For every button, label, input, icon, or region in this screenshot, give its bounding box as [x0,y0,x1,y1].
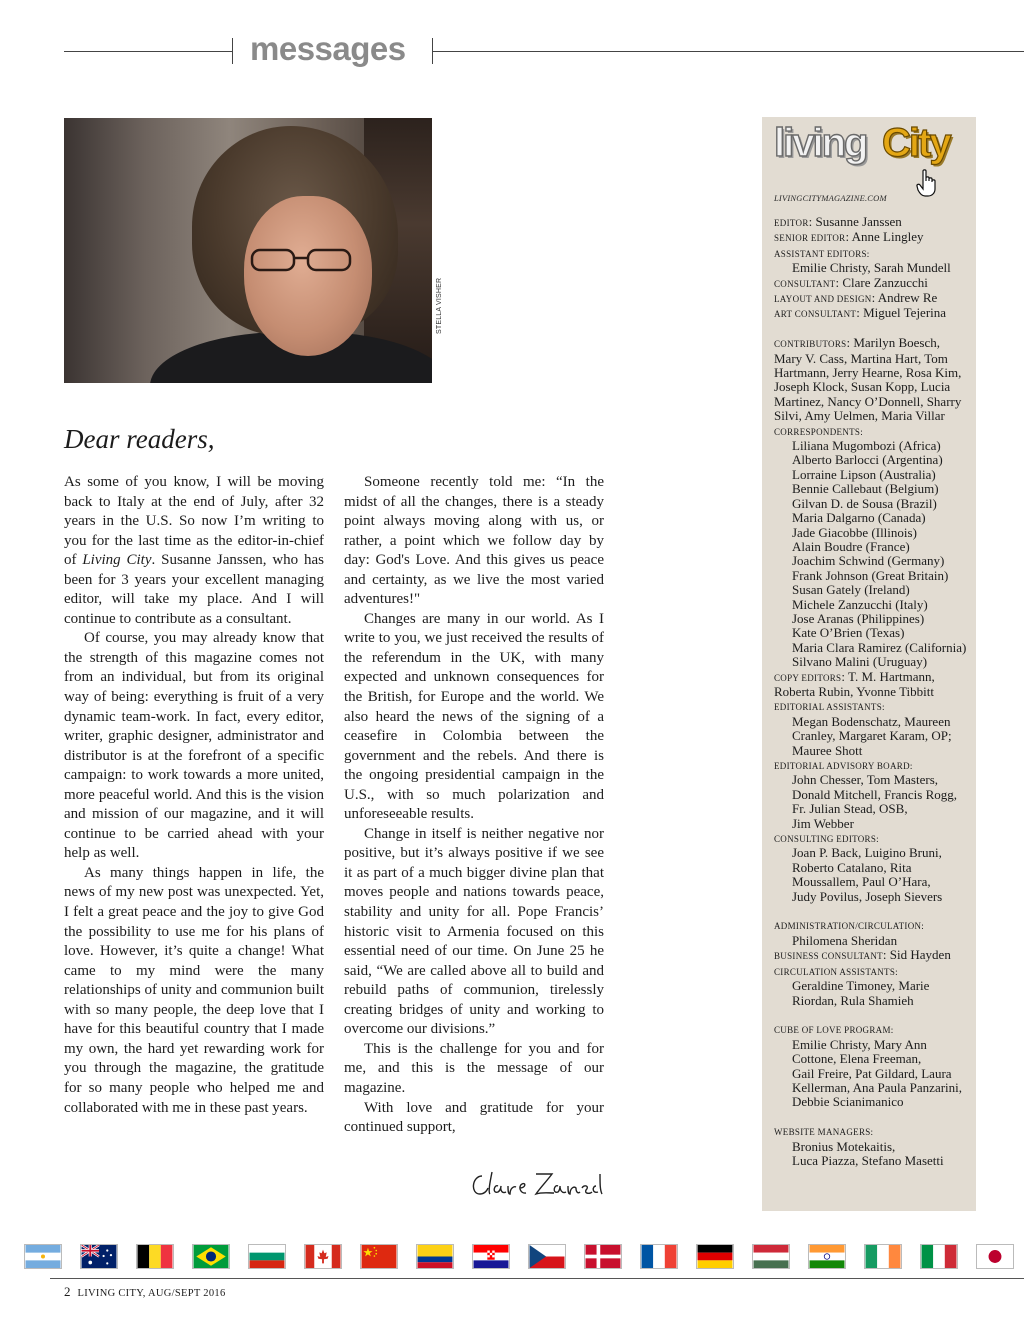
page-footer [64,1284,226,1300]
letter-paragraph: As some of you know, I will be moving back to Italy at the end of July, after 32 years in the U.S. So now I’m writing to you for the last time as the editor-in-chief of Living City. Susanne Janssen, who has been for 3 years your excellent managing editor, will take my place. And I will continue to contribute as a consultant. [64,474,324,627]
letter-paragraph: With love and gratitude for your continued support, [344,1099,604,1136]
australia-flag-icon [80,1244,118,1269]
footer-rule [50,1278,1024,1279]
brazil-flag-icon [192,1244,230,1269]
japan-flag-icon [976,1244,1014,1269]
belgium-flag-icon [136,1244,174,1269]
letter-paragraph: Change in itself is neither negative nor positive, but it’s always positive if we see it as part of a much bigger divine plan that moves people and nations towards peace, stability and unity for all. Pope Francis’ historic visit to Armenia focused on this essential need of our time. On June 25 he said, “We are called above all to build and rebuild paths of communion, tirelessly creating bridges of unity and working to overcome our divisions.” [344,825,604,1038]
bulgaria-flag-icon [248,1244,286,1269]
colombia-flag-icon [416,1244,454,1269]
website-url[interactable]: LIVINGCITYMAGAZINE.COM [774,193,887,203]
photo-credit: STELLA VISHER [436,277,443,334]
letter-column-1 [64,473,324,1118]
letter-paragraph: This is the challenge for you and for me, and this is the message of our magazine. [344,1040,604,1096]
china-flag-icon [360,1244,398,1269]
france-flag-icon [640,1244,678,1269]
publication-issue: LIVING CITY, AUG/SEPT 2016 [77,1288,226,1299]
hungary-flag-icon [752,1244,790,1269]
india-flag-icon [808,1244,846,1269]
croatia-flag-icon [472,1244,510,1269]
masthead-sidebar [762,117,976,1211]
denmark-flag-icon [584,1244,622,1269]
argentina-flag-icon [24,1244,62,1269]
ireland-flag-icon [864,1244,902,1269]
handwritten-signature [468,1166,608,1202]
italy-flag-icon [920,1244,958,1269]
letter-column-2 [344,473,604,1138]
flag-strip [24,1244,1016,1270]
czech-republic-flag-icon [528,1244,566,1269]
salutation: Dear readers, [64,424,215,454]
germany-flag-icon [696,1244,734,1269]
header-rule-right [432,51,1024,52]
header-rule-left [64,51,232,52]
editor-portrait-photo [64,118,432,383]
section-title: messages [250,30,406,67]
letter-paragraph: Of course, you may already know that the strength of this magazine comes not from an individual, but from its original way of being: everything is fruit of a very dynamic team-work. In fact, every editor, writer, graphic designer, administrator and distributor is at the forefront of a specific campaign: to work towards a more united, more peaceful world. And this is the vision and mission of our magazine, and it will continue to be carried ahead with your help as well. [64,630,324,862]
header-tick-left [232,38,233,64]
page-number: 2 [64,1284,71,1299]
living-city-logo: living City [774,121,964,193]
canada-flag-icon [304,1244,342,1269]
letter-paragraph: As many things happen in life, the news of my new post was unexpected. Yet, I felt a great peace and the joy to give God the possibility to use me for his plans of love. However, it’s quite a change! What came to my mind were the many relationships of unity and communion built with so many people, the deep love that I have for this beautiful country that I made my own, the hard yet rewarding work for you through the magazine, the gratitude for so many people who helped me and collaborated with me in these past years. [64,864,324,1116]
letter-paragraph: Changes are many in our world. As I write to you, we just received the results of the referendum in the UK, with many expected and unknown consequences for the British, for Europe and the world. We also heard the news of the signing of a ceasefire in Colombia between the government and the rebels. And there is the ongoing presidential campaign in the U.S., with so much polarization and unforeseeable results. [344,610,604,823]
staff-list: EDITOR: Susanne Janssen SENIOR EDITOR: Anne Lingley ASSISTANT EDITORS: Emilie Christy, Sarah Mundell CONSULTANT: Clare Zanzucchi LAYOUT AND DESIGN: Andrew Re ART CONSULTANT: Miguel Tejerina CONTRIBUTORS: Marilyn Boesch, Mary V. Cass, Martina Hart, Tom Hartmann, Jerry Hearne, Rosa Kim, Joseph Klock, Susan Kopp, Lucia Martinez, Nancy O’Donnell, Sharry Silvi, Amy Uelmen, Maria Villar CORRESPONDENTS: Liliana Mugombozi (Africa) Alberto Barlocci (Argentina) Lorraine Lipson (Australia) Bennie Callebaut (Belgium) Gilvan D. de Sousa (Brazil) Maria Dalgarno (Canada) Jade Giacobbe (Illinois) Alain Boudre (France) Joachim Schwind (Germany) Frank Johnson (Great Britain) Susan Gately (Ireland) Michele Zanzucchi (Italy) Jose Aranas (Philippines) Kate O’Brien (Texas) Maria Clara Ramirez (California) Silvano Malini (Uruguay) COPY EDITORS: T. M. Hartmann, Roberta Rubin, Yvonne Tibbitt EDITORIAL ASSISTANTS: Megan Bodenschatz, Maureen Cranley, Margaret Karam, OP; Mauree Shott EDITORIAL ADVISORY BOARD: John Chesser, Tom Masters, Donald Mitchell, Francis Rogg, Fr. Julian Stead, OSB, Jim Webber CONSULTING EDITORS: Joan P. Back, Luigino Bruni, Roberto Catalano, Rita Moussallem, Paul O’Hara, Judy Povilus, Joseph Sievers ADMINISTRATION/CIRCULATION: Philomena Sheridan BUSINESS CONSULTANT: Sid Hayden CIRCULATION ASSISTANTS: Geraldine Timoney, Marie Riordan, Rula Shamieh CUBE OF LOVE PROGRAM: Emilie Christy, Mary Ann Cottone, Elena Freeman, Gail Freire, Pat Gildard, Laura Kellerman, Ana Paula Panzarini, Debbie Scianimanico WEBSITE MANAGERS: Bronius Motekaitis, Luca Piazza, Stefano Masetti [774,214,967,1168]
hand-cursor-icon [916,169,938,197]
letter-paragraph: Someone recently told me: “In the midst of all the changes, there is a steady point always moving along with us, or rather, a point which we follow day by day: God's Love. And this gives us peace and certainty, as we live the most varied adventures!" [344,474,604,608]
